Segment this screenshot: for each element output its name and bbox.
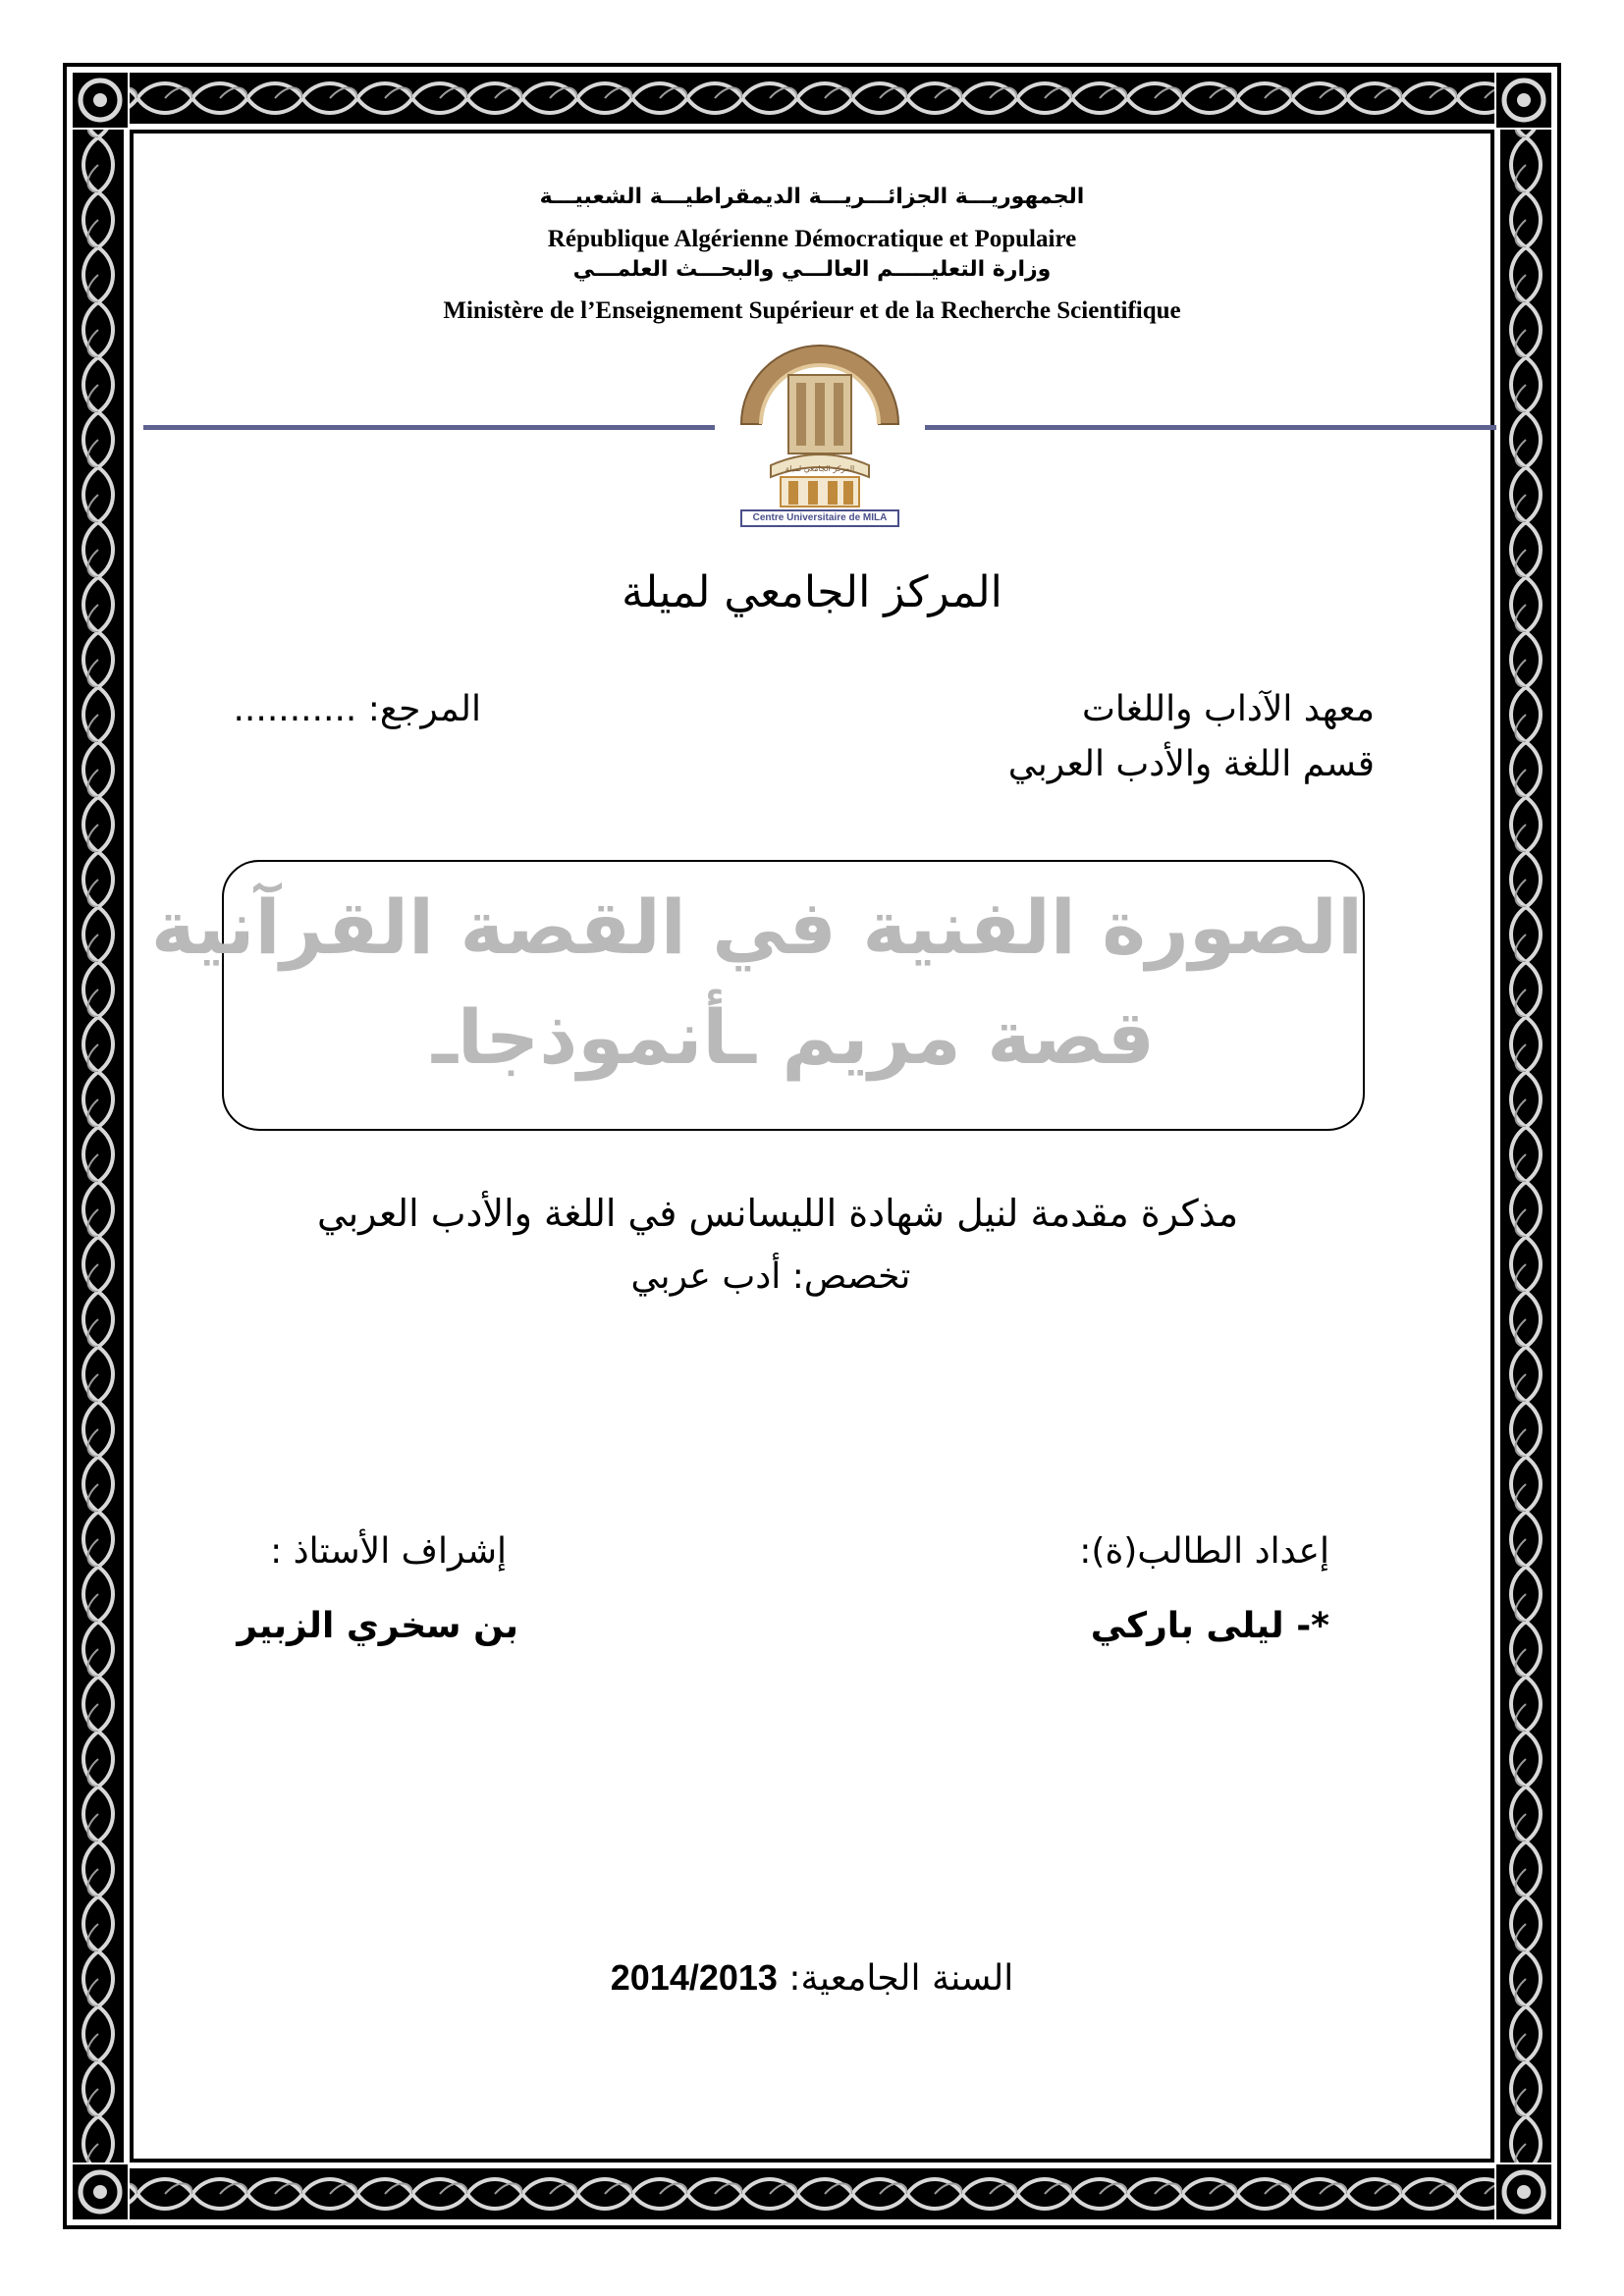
corner-ornament-top-left: [73, 73, 128, 128]
student-name: *- ليلى باركي: [1090, 1606, 1329, 1646]
logo-caption: Centre Universitaire de MILA: [752, 512, 888, 523]
corner-ornament-top-right: [1496, 73, 1551, 128]
header-rule-left: [143, 425, 715, 430]
student-label: إعداد الطالب(ة):: [1079, 1531, 1329, 1572]
corner-ornament-bottom-left: [73, 2164, 128, 2219]
reference-number: المرجع: ...........: [233, 689, 481, 729]
ministry-french-heading: Ministère de l’Enseignement Supérieur et de la Recherche Scientifique: [443, 297, 1181, 324]
university-logo: [731, 336, 908, 528]
republic-arabic-heading: الجمهوريـــة الجزائـــريـــة الديمقراطيـــة الشعبيـــة: [539, 185, 1085, 209]
ministry-arabic-heading: وزارة التعليـــــم العالـــي والبحـــث العلمـــي: [572, 257, 1052, 282]
corner-ornament-bottom-right: [1496, 2164, 1551, 2219]
logo-banner-text: المركز الجامعي لميلة: [785, 464, 855, 473]
supervisor-label: إشراف الأستاذ :: [270, 1531, 507, 1572]
thesis-title-line-1: الصورة الفنية في القصة القرآنية: [150, 883, 1363, 971]
republic-french-heading: République Algérienne Démocratique et Populaire: [547, 226, 1077, 252]
academic-year: [0, 1957, 1624, 1999]
header-rule-right: [925, 425, 1496, 430]
thesis-title-box: [150, 860, 1365, 1131]
academic-year-value: 2014/2013: [610, 1957, 778, 1998]
supervisor-name: بن سخري الزبير: [237, 1606, 518, 1646]
department-name: قسم اللغة والأدب العربي: [1007, 744, 1375, 784]
academic-year-label: السنة الجامعية:: [788, 1958, 1014, 1999]
institution-name: المركز الجامعي لميلة: [622, 567, 1002, 617]
thesis-specialty: تخصص: أدب عربي: [630, 1256, 911, 1297]
thesis-purpose: مذكرة مقدمة لنيل شهادة الليسانس في اللغة والأدب العربي: [316, 1192, 1239, 1235]
thesis-title-line-2: قصة مريم ـأنموذجاـ: [431, 993, 1156, 1081]
institute-name: معهد الآداب واللغات: [1082, 689, 1375, 729]
university-building-icon: [731, 336, 908, 528]
